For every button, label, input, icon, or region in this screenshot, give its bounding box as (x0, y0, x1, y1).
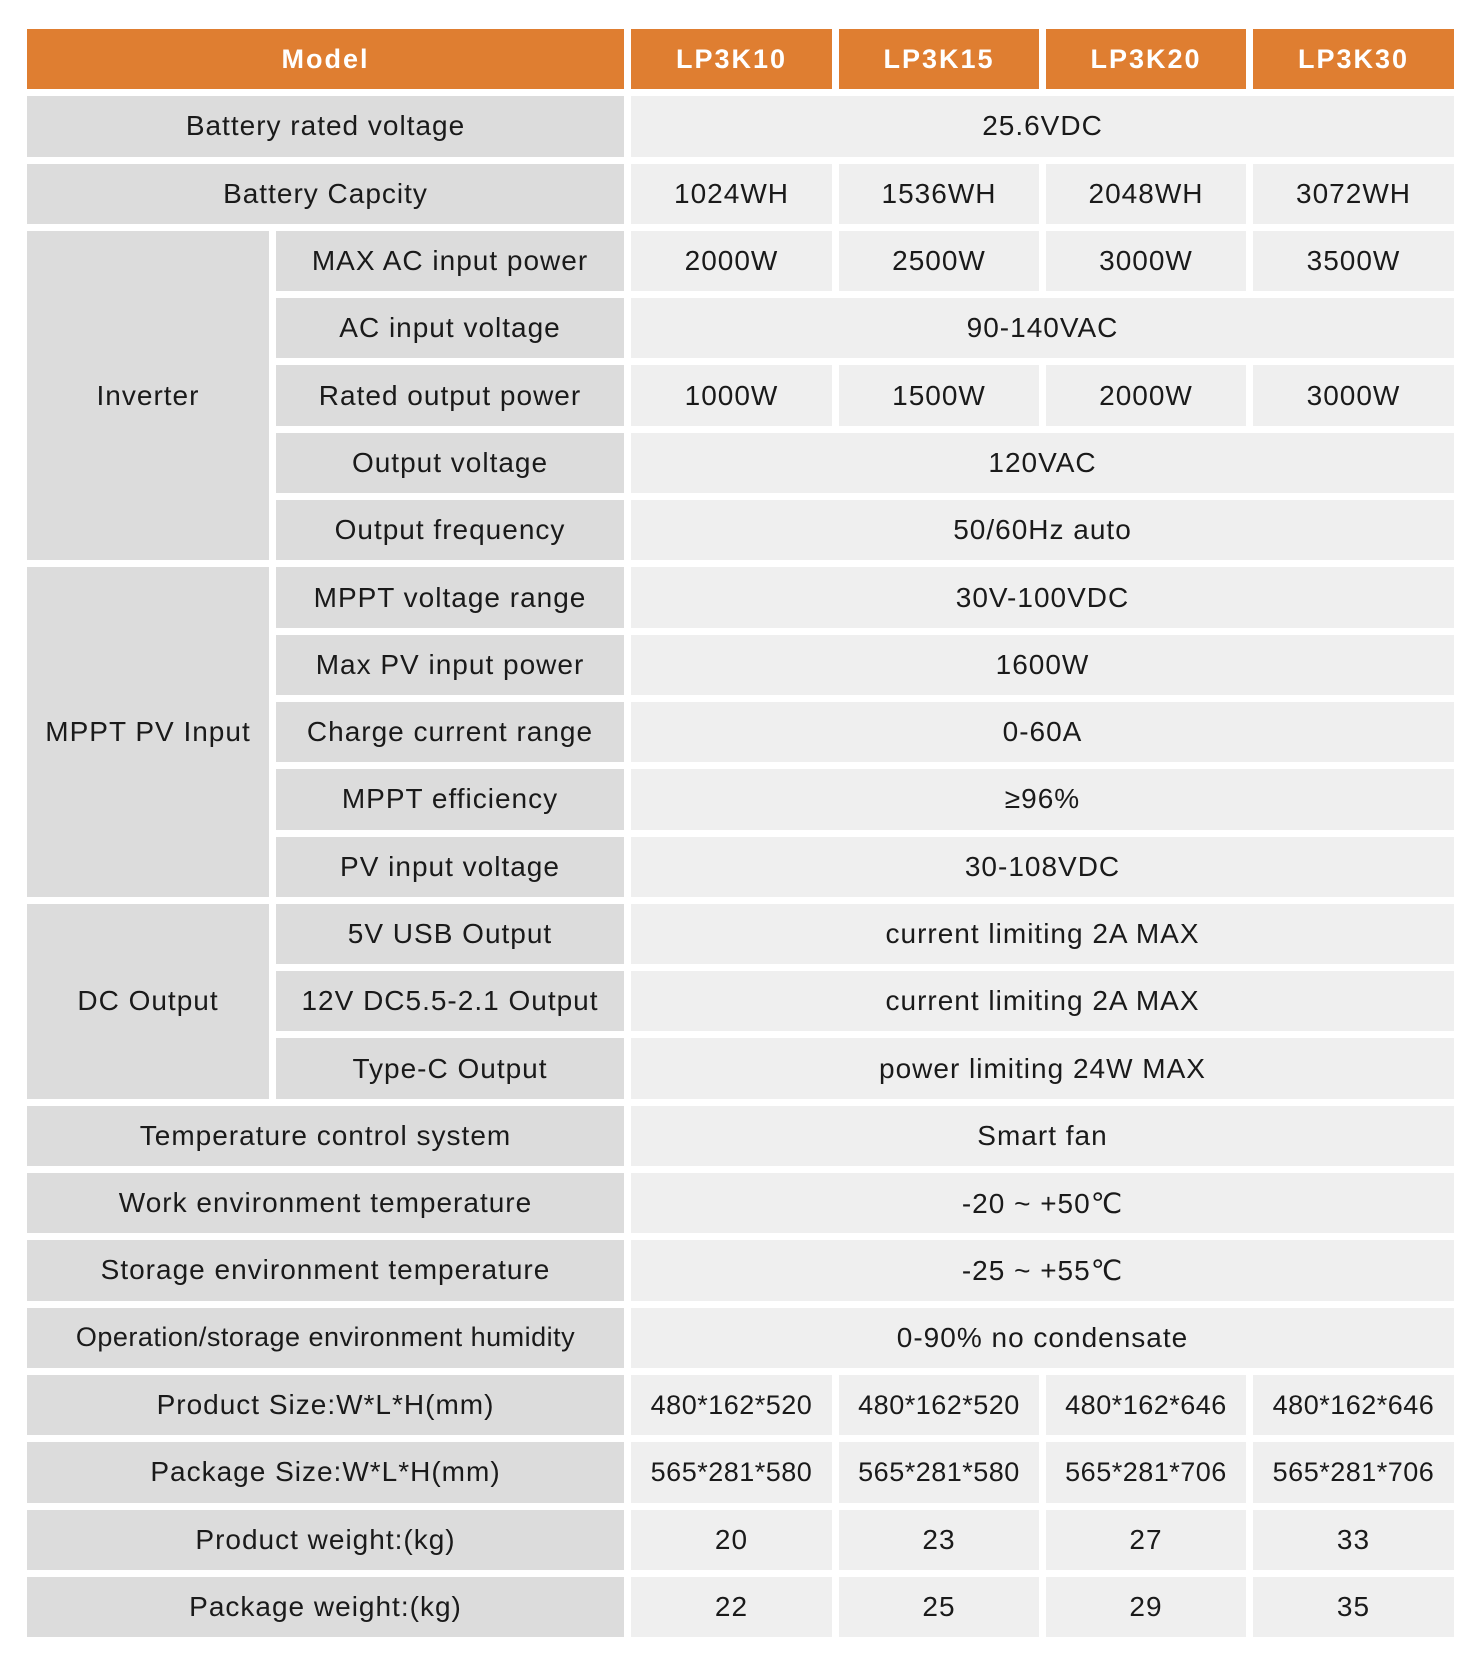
type-c-output-value: power limiting 24W MAX (631, 1038, 1454, 1098)
package-size-label: Package Size:W*L*H(mm) (27, 1442, 624, 1502)
max-ac-input-power-value: 3000W (1046, 231, 1246, 291)
battery-rated-voltage-label: Battery rated voltage (27, 96, 624, 156)
mppt-group-label: MPPT PV Input (27, 567, 269, 896)
package-size-value: 565*281*706 (1253, 1442, 1454, 1502)
product-size-value: 480*162*520 (839, 1375, 1039, 1435)
max-pv-input-power-label: Max PV input power (276, 635, 624, 695)
battery-capacity-label: Battery Capcity (27, 164, 624, 224)
product-weight-value: 23 (839, 1510, 1039, 1570)
package-weight-value: 25 (839, 1577, 1039, 1637)
mppt-voltage-range-label: MPPT voltage range (276, 567, 624, 627)
usb-5v-output-value: current limiting 2A MAX (631, 904, 1454, 964)
package-weight-value: 22 (631, 1577, 832, 1637)
product-size-label: Product Size:W*L*H(mm) (27, 1375, 624, 1435)
storage-temperature-value: -25 ~ +55℃ (631, 1240, 1454, 1300)
charge-current-range-label: Charge current range (276, 702, 624, 762)
output-frequency-value: 50/60Hz auto (631, 500, 1454, 560)
package-size-value: 565*281*580 (839, 1442, 1039, 1502)
model-header: Model (27, 29, 624, 89)
storage-temperature-label: Storage environment temperature (27, 1240, 624, 1300)
max-ac-input-power-value: 2000W (631, 231, 832, 291)
package-weight-value: 35 (1253, 1577, 1454, 1637)
work-temperature-label: Work environment temperature (27, 1173, 624, 1233)
dc-12v-output-value: current limiting 2A MAX (631, 971, 1454, 1031)
inverter-group-label: Inverter (27, 231, 269, 560)
pv-input-voltage-value: 30-108VDC (631, 837, 1454, 897)
product-weight-value: 27 (1046, 1510, 1246, 1570)
charge-current-range-value: 0-60A (631, 702, 1454, 762)
product-size-value: 480*162*646 (1046, 1375, 1246, 1435)
mppt-voltage-range-value: 30V-100VDC (631, 567, 1454, 627)
pv-input-voltage-label: PV input voltage (276, 837, 624, 897)
dc-12v-output-label: 12V DC5.5-2.1 Output (276, 971, 624, 1031)
model-header-lp3k20: LP3K20 (1046, 29, 1246, 89)
product-size-value: 480*162*646 (1253, 1375, 1454, 1435)
max-pv-input-power-value: 1600W (631, 635, 1454, 695)
rated-output-power-value: 1000W (631, 365, 832, 425)
output-voltage-value: 120VAC (631, 433, 1454, 493)
package-weight-label: Package weight:(kg) (27, 1577, 624, 1637)
dc-output-group-label: DC Output (27, 904, 269, 1099)
package-weight-value: 29 (1046, 1577, 1246, 1637)
model-header-lp3k10: LP3K10 (631, 29, 832, 89)
product-weight-value: 33 (1253, 1510, 1454, 1570)
ac-input-voltage-label: AC input voltage (276, 298, 624, 358)
temperature-control-label: Temperature control system (27, 1106, 624, 1166)
model-header-lp3k15: LP3K15 (839, 29, 1039, 89)
mppt-efficiency-value: ≥96% (631, 769, 1454, 829)
battery-capacity-value: 3072WH (1253, 164, 1454, 224)
product-weight-value: 20 (631, 1510, 832, 1570)
model-header-lp3k30: LP3K30 (1253, 29, 1454, 89)
max-ac-input-power-value: 3500W (1253, 231, 1454, 291)
rated-output-power-value: 3000W (1253, 365, 1454, 425)
mppt-efficiency-label: MPPT efficiency (276, 769, 624, 829)
product-size-value: 480*162*520 (631, 1375, 832, 1435)
temperature-control-value: Smart fan (631, 1106, 1454, 1166)
type-c-output-label: Type-C Output (276, 1038, 624, 1098)
rated-output-power-value: 1500W (839, 365, 1039, 425)
max-ac-input-power-value: 2500W (839, 231, 1039, 291)
battery-capacity-value: 1024WH (631, 164, 832, 224)
work-temperature-value: -20 ~ +50℃ (631, 1173, 1454, 1233)
output-voltage-label: Output voltage (276, 433, 624, 493)
battery-capacity-value: 2048WH (1046, 164, 1246, 224)
product-weight-label: Product weight:(kg) (27, 1510, 624, 1570)
rated-output-power-value: 2000W (1046, 365, 1246, 425)
ac-input-voltage-value: 90-140VAC (631, 298, 1454, 358)
output-frequency-label: Output frequency (276, 500, 624, 560)
battery-rated-voltage-value: 25.6VDC (631, 96, 1454, 156)
max-ac-input-power-label: MAX AC input power (276, 231, 624, 291)
battery-capacity-value: 1536WH (839, 164, 1039, 224)
usb-5v-output-label: 5V USB Output (276, 904, 624, 964)
humidity-label: Operation/storage environment humidity (27, 1308, 624, 1368)
spec-table (27, 29, 1454, 1637)
package-size-value: 565*281*706 (1046, 1442, 1246, 1502)
humidity-value: 0-90% no condensate (631, 1308, 1454, 1368)
package-size-value: 565*281*580 (631, 1442, 832, 1502)
rated-output-power-label: Rated output power (276, 365, 624, 425)
